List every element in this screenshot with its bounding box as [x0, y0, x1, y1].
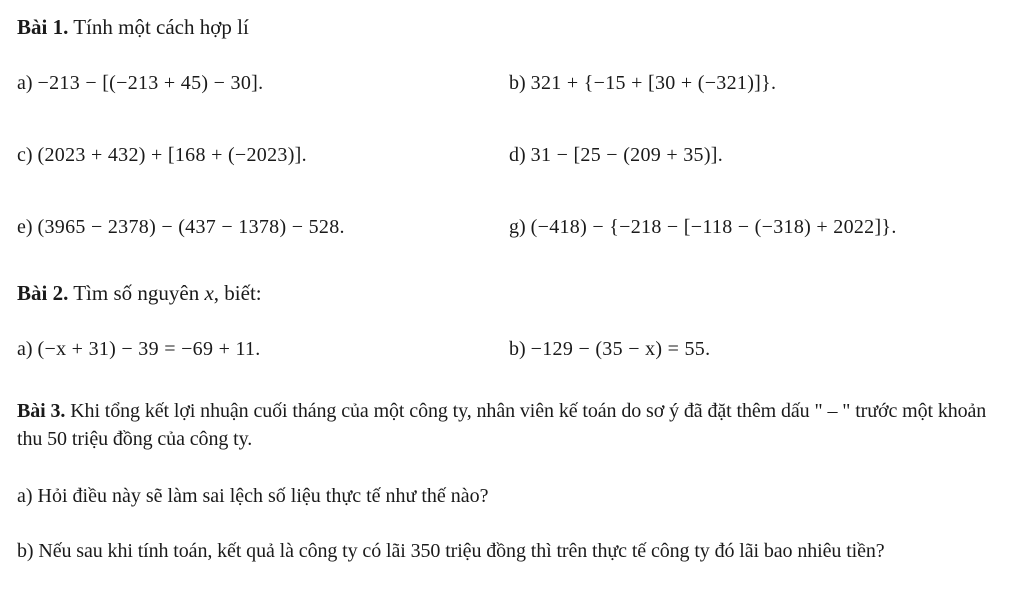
- bai2-title-pre: Tìm số nguyên: [68, 281, 205, 305]
- item-expression: (2023 + 432) + [168 + (−2023)].: [37, 144, 307, 166]
- item-label: g): [509, 216, 526, 238]
- bai1-item-g: [509, 214, 897, 240]
- bai3-paragraph: [17, 397, 1007, 453]
- bai2-item-a: [17, 336, 261, 362]
- bai1-item-e: [17, 214, 345, 240]
- item-expression: 31 − [25 − (209 + 35)].: [530, 144, 724, 166]
- item-expression: −129 − (35 − x) = 55.: [530, 338, 711, 360]
- bai3-question-b: b) Nếu sau khi tính toán, kết quả là công ty có lãi 350 triệu đồng thì trên thực tế công ty đó lãi bao nhiêu tiền?: [17, 540, 885, 562]
- item-expression: (−418) − {−218 − [−118 − (−318) + 2022]}.: [530, 216, 897, 238]
- item-label: a): [17, 338, 33, 360]
- bai1-item-b: [509, 70, 776, 96]
- bai3-text: Khi tổng kết lợi nhuận cuối tháng của một công ty, nhân viên kế toán do sơ ý đã đặt thêm dấu " – " trước một khoản thu 50 triệu đồng của công ty.: [17, 400, 987, 450]
- bai1-item-d: [509, 142, 723, 168]
- bai1-heading: [17, 14, 249, 40]
- bai2-variable: x: [204, 281, 214, 305]
- bai1-title: Tính một cách hợp lí: [68, 15, 249, 39]
- bai2-item-b: [509, 336, 710, 362]
- item-label: b): [509, 338, 526, 360]
- bai3-question-a: a) Hỏi điều này sẽ làm sai lệch số liệu thực tế như thế nào?: [17, 485, 489, 507]
- item-expression: 321 + {−15 + [30 + (−321)]}.: [530, 72, 777, 94]
- bai3-label: Bài 3.: [17, 400, 66, 422]
- item-label: d): [509, 144, 526, 166]
- item-label: e): [17, 216, 33, 238]
- item-label: b): [509, 72, 526, 94]
- bai2-label: Bài 2.: [17, 281, 69, 305]
- bai2-title-post: , biết:: [213, 281, 262, 305]
- bai1-item-a: [17, 70, 263, 96]
- item-label: a): [17, 72, 33, 94]
- item-expression: (3965 − 2378) − (437 − 1378) − 528.: [37, 216, 345, 238]
- bai1-label: Bài 1.: [17, 15, 69, 39]
- item-expression: (−x + 31) − 39 = −69 + 11.: [37, 338, 261, 360]
- item-label: c): [17, 144, 33, 166]
- item-expression: −213 − [(−213 + 45) − 30].: [37, 72, 264, 94]
- bai2-heading: [17, 280, 262, 306]
- bai1-item-c: [17, 142, 307, 168]
